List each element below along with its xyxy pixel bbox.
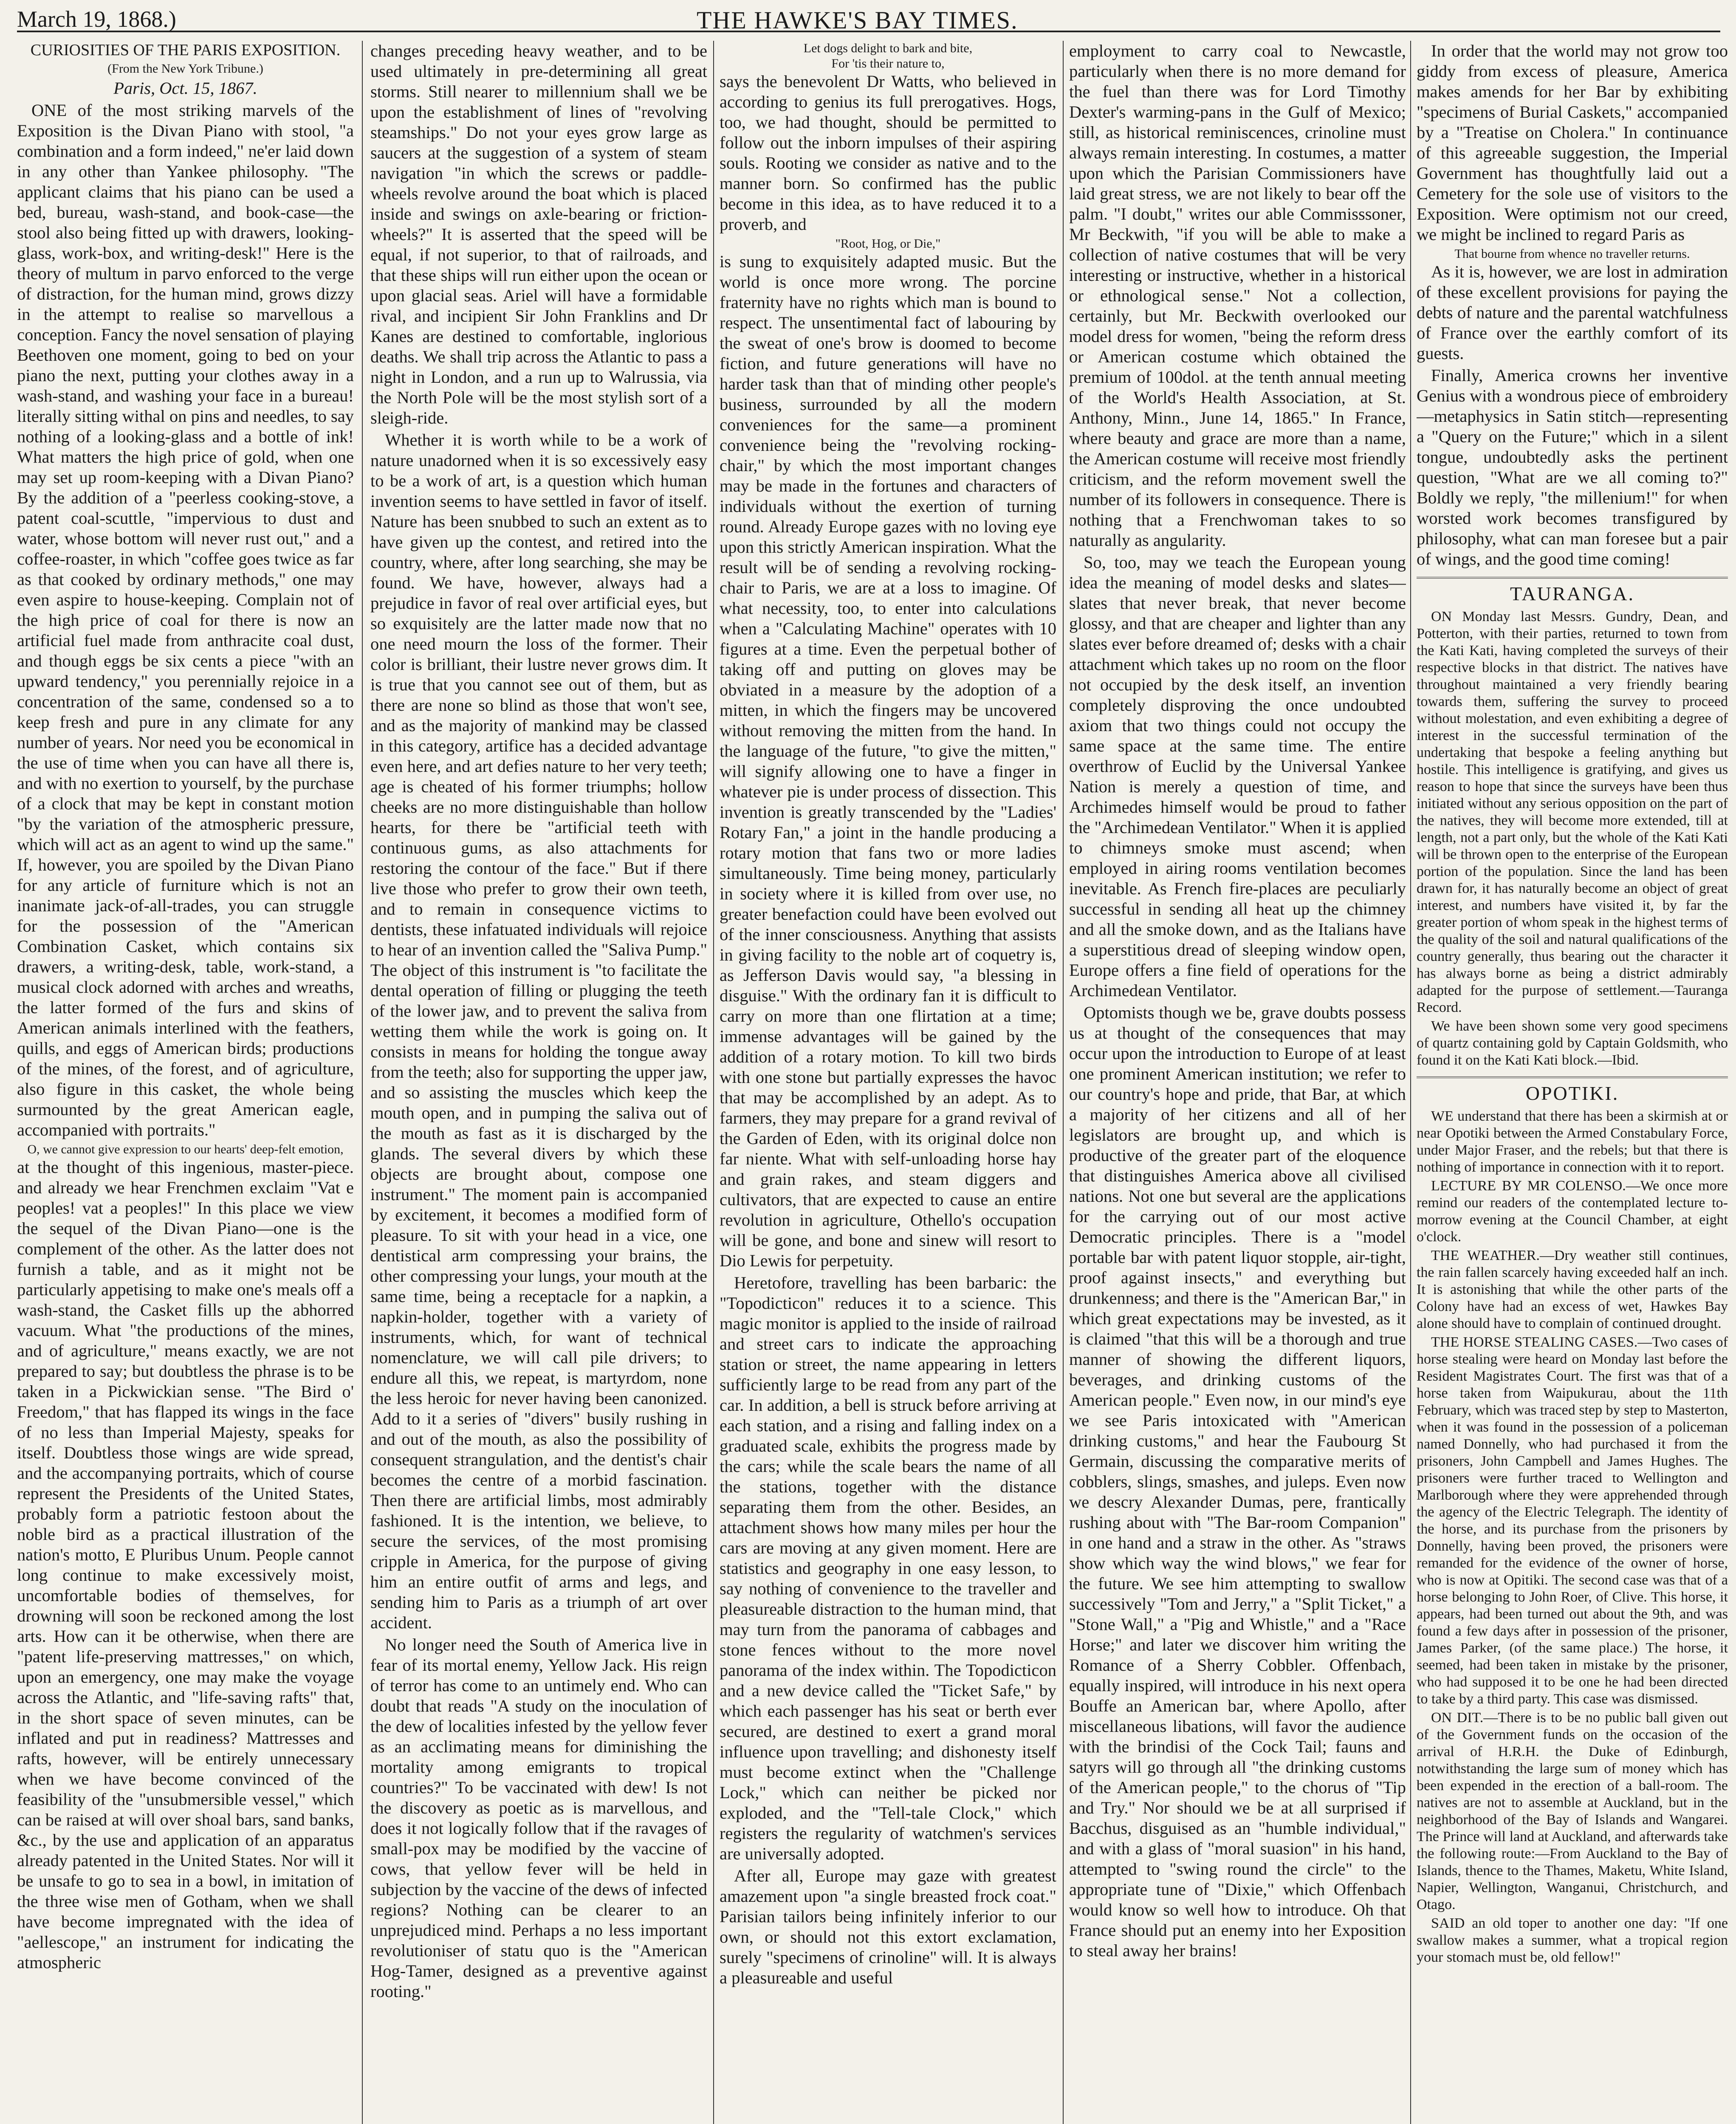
paragraph: Whether it is worth while to be a work of nature unadorned when it is so excessively easy to be a work of art, is a question which human invention seems to have settled in favor of itself. Nature has been snubbed to such an extent as to have given up the contest, and retired into the country, where, after long searching, she may be found. We have, however, always had a prejudice in favor of real over artificial eyes, but so exquisitely are the latter made now that no one need mourn the loss of the former. Their color is brilliant, their lustre never grows dim. It is true that you cannot see out of them, but as there are none so blind as those that won't see, and as the majority of mankind may be classed in this category, artifice has a decided advantage even here, and art defies nature to her very teeth; age is cheated of his former triumphs; hollow cheeks are no more distinguishable than hollow hearts, for there be "artificial teeth with continuous gums, as also attachments for restoring the contour of the face." But if there live those who prefer to grow their own teeth, and to remain in consequence victims to dentists, these infatuated individuals will rejoice to hear of an invention called the "Saliva Pump." The object of this instrument is "to facilitate the dental operation of filling or plugging the teeth of the lower jaw, and to prevent the saliva from wetting them while the work is going on. It consists in means for holding the tongue away from the teeth; also for supporting the upper jaw, and so assisting the muscles which keep the mouth open, and in pumping the saliva out of the mouth as fast as it is discharged by the glands. The several divers by which these objects are brought about, compose one instrument." The moment pain is accompanied by excitement, it becomes a modified form of pleasure. To sit with your head in a vice, one dentistical arm compressing your brains, the other compressing your lungs, your mouth at the same time, being a receptacle for a napkin, a napkin-holder, together with a variety of instruments, which, for want of technical nomenclature, we will call pile drivers; to endure all this, we repeat, is martyrdom, none the less heroic for never having been canonized. Add to it a series of "divers" busily rushing in and out of the mouth, as also the possibility of consequent strangulation, and the dentist's chair becomes the centre of a morbid fascination. Then there are artificial limbs, most admirably fashioned. It is the intention, we believe, to secure the services, of the most promising cripple in America, for the purpose of giving him an entire outfit of arms and legs, and sending him to Paris as a triumph of art over accident. [370, 430, 707, 1632]
column-rule [1063, 41, 1064, 2124]
section-heading-tauranga: TAURANGA. [1417, 577, 1728, 604]
section-heading-opotiki: OPOTIKI. [1417, 1076, 1728, 1104]
news-item: THE WEATHER.—Dry weather still continues, the rain fallen scarcely having exceeded half an inch. It is astonishing that while the other parts of the Colony have had an excess of wet, Hawkes Bay alone should have to complain of continued drought. [1417, 1248, 1728, 1331]
paragraph: Finally, America crowns her inventive Genius with a wondrous piece of embroidery—metaphysics in Satin stitch—representing a "Query on the Future;" which in a silent tongue, undoubtedly asks the pertinent question, "What are we all coming to?" Boldly we reply, "the millenium!" for when worsted work becomes transfigured by philosophy, what can man foresee but a pair of wings, and the good time coming! [1417, 366, 1728, 568]
paragraph: No longer need the South of America live in fear of its mortal enemy, Yellow Jack. His reign of terror has come to an untimely end. Who can doubt that reads "A study on the inoculation of the dew of localities infested by the yellow fever as an acclimating means for diminishing the mortality among emigrants to tropical countries?" To be vaccinated with dew! Is not the discovery as poetic as is marvellous, and does it not logically follow that if the ravages of small-pox may be modified by the vaccine of cows, that yellow fever will be held in subjection by the vaccine of the dews of infected regions? Nothing can be clearer to an unprejudiced mind. Perhaps a no less important revolutioniser of statu quo is the "American Hog-Tamer, designed as a preventive against rooting." [370, 1635, 707, 2001]
paragraph: In order that the world may not grow too giddy from excess of pleasure, America makes amends for her Bar by exhibiting "specimens of Burial Caskets," accompanied by a "Treatise on Cholera." In continuance of this agreeable suggestion, the Imperial Government has thoughtfully laid out a Cemetery for the sole use of visitors to the Exposition. Were optimism not our creed, we might be inclined to regard Paris as [1417, 41, 1728, 244]
opotiki-news [1417, 1108, 1728, 1966]
paragraph: is sung to exquisitely adapted music. But the world is once more wrong. The porcine fraternity have no rights which man is bound to respect. The unsentimental fact of labouring by the sweat of one's brow is doomed to become fiction, and future generations will have no harder task than that of minding other people's business, surrounded by all the modern conveniences for the same—a prominent convenience being the "revolving rocking-chair," by which the most important changes may be made in the fortunes and characters of individuals without the exertion of turning round. Already Europe gazes with no loving eye upon this strictly American inspiration. What the result will be of sending a revolving rocking-chair to Paris, we are at a loss to imagine. Of what necessity, too, to enter into calculations when a "Calculating Machine" operates with 10 figures at a time. Even the perpetual bother of taking off and putting on gloves may be obviated in a measure by the adoption of a mitten, in which the fingers may be uncovered without removing the mitten from the hand. In the language of the future, "to give the mitten," will signify allowing one to have a finger in whatever pie is under process of dissection. This invention is greatly transcended by the "Ladies' Rotary Fan," a joint in the handle producing a rotary motion that fans two or more ladies simultaneously. Time being money, particularly in society where it is killed from over use, no greater benefaction could have been evolved out of the inner consciousness. Anything that assists in giving facility to the noble art of coquetry is, as Jefferson Davis would say, "a blessing in disguise." With the ordinary fan it is difficult to carry on more than one flirtation at a time; immense advantages will be gained by the addition of a rotary motion. To kill two birds with one stone but partially expresses the havoc that may be accomplished by an adept. As to farmers, they may prepare for a grand revival of the Garden of Eden, with its original dolce non far niente. What with self-unloading horse hay and grain rakes, and steam diggers and cultivators, that are expected to cause an entire revolution in agriculture, Othello's occupation will be gone, and bone and sinew will resort to Dio Lewis for perpetuity. [720, 252, 1056, 1270]
article-source: (From the New York Tribune.) [107, 62, 263, 76]
paragraph: Optomists though we be, grave doubts possess us at thought of the consequences that may occur upon the introduction to Europe of at least one prominent American institution; we refer to our country's hope and pride, that Bar, at which a majority of her citizens and all of her legislators are brought up, and which is productive of the greater part of the eloquence that distinguishes America above all civilised nations. Not one but several are the applications for the carrying out of our most active Democratic principles. There is a "model portable bar with patent liquor stopple, air-tight, proof against insects," and everything but drunkenness; and there is the "American Bar," in which great expectations may be invested, as it is claimed "that this will be a thorough and true manner of showing the different liquors, beverages, and drinking customs of the American people." Even now, in our mind's eye we see Paris intoxicated with "American drinking customs," and hear the Faubourg St Germain, discussing the comparative merits of cobblers, slings, smashes, and juleps. Even now we descry Alexander Dumas, pere, frantically rushing about with "The Bar-room Companion" in one hand and a straw in the other. As "straws show which way the wind blows," we fear for the future. We see him attempting to swallow successively "Tom and Jerry," a "Split Ticket," a "Stone Wall," a "Pig and Whistle," and a "Race Horse;" and later we discover him writing the Romance of a Sherry Cobbler. Offenbach, equally inspired, will introduce in his next opera Bouffe an American bar, where Apollo, after miscellaneous libations, will favor the audience with the brindisi of the Cock Tail; fauns and satyrs will go through all "the drinking customs of the American people," to the chorus of "Tip and Try." Nor should we be at all surprised if Bacchus, disguised as an "humble individual," and with a glass of "moral suasion" in his hand, attempted to "swing round the circle" to the appropriate tune of "Dixie," which Offenbach would know so well how to introduce. Oh that France should put an enemy into her Exposition to steal away her brains! [1069, 1003, 1406, 1960]
news-item: SAID an old toper to another one day: "If one swallow makes a summer, what a tropical region your stomach must be, old fellow!" [1417, 1915, 1728, 1965]
paragraph: As it is, however, we are lost in admiration of these excellent provisions for paying the debts of nature and the parental watchfulness of France over the earthly comfort of its guests. [1417, 262, 1728, 363]
paragraph: at the thought of this ingenious, master-piece. and already we hear Frenchmen exclaim "Vat e peoples! vat a peoples!" In this place we view the sequel of the Divan Piano—one is the complement of the other. As the latter does not furnish a table, and as it might not be particularly appetising to make one's meals off a wash-stand, the Casket fills up the abhorred vacuum. What "the productions of the mines, and of agriculture," means exactly, we are not prepared to say; but doubtless the phrase is to be taken in a Pickwickian sense. "The Bird o' Freedom," that has flapped its wings in the face of no less than Imperial Majesty, speaks for itself. Doubtless those wings are wide spread, and the accompanying portraits, which of course represent the Presidents of the United States, probably form a patriotic festoon about the noble bird as a practical illustration of the nation's motto, E Pluribus Unum. People cannot long continue to make excessively moist, uncomfortable bodies of themselves, for drowning will soon be reckoned among the lost arts. How can it be otherwise, when there are "patent life-preserving mattresses," on which, upon an emergency, one may make the voyage across the Atlantic, and "life-saving rafts" that, in the short space of seven minutes, can be inflated and put in readiness? Mattresses and rafts, however, will be entirely unnecessary when we have become convinced of the feasibility of the "unsubmersible vessel," which can be raised at will over shoal bars, sand banks, &c., by the use and application of an apparatus already patented in the United States. Nor will it be unsafe to go to sea in a bowl, in imitation of the three wise men of Gotham, when we shall have become impregnated with the idea of "aellescope," an instrument for indicating the atmospheric [17, 1158, 354, 1972]
paragraph: ONE of the most striking marvels of the Exposition is the Divan Piano with stool, "a combination and a form indeed," ne'er laid down in any other than Yankee philosophy. "The applicant claims that his piano can be used a bed, bureau, wash-stand, and book-case—the stool also being fitted up with drawers, looking-glass, work-box, and writing-desk!" Here is the theory of multum in parvo enforced to the verge of distraction, for the human mind, grows dizzy in the attempt to realise so marvellous a conception. Fancy the novel sensation of playing Beethoven one moment, going to bed on your piano the next, putting your clothes away in a wash-stand, and washing your face in a bureau! literally sitting withal on pins and needles, to say nothing of a looking-glass and a bottle of ink! What matters the high price of gold, when one may set up room-keeping with a Divan Piano? By the addition of a "peerless cooking-stove, a patent coal-scuttle, "impervious to dust and water, whose bottom will never rust out," and a coffee-roaster, in which "coffee goes twice as far as that cooked by ordinary methods," one may even aspire to house-keeping. Complain not of the high price of coal for there is now an artificial fuel made from anthracite coal dust, and though eggs be six cents a piece "with an upward tendency," you perennially rejoice in a concentration of the same, condensed so a to keep fresh and pure in any climate for any number of years. Nor need you be economical in the use of time when you can have all there is, and with no exertion to yourself, by the purchase of a clock that may be kept in constant motion "by the variation of the atmospheric pressure, which will act as an agent to wind up the same." If, however, you are spoiled by the Divan Piano for any article of furniture which is not an inanimate jack-of-all-trades, you can struggle for the possession of the "American Combination Casket, which contains six drawers, a writing-desk, table, work-stand, a musical clock adorned with arches and wreaths, the latter formed of the furs and skins of American animals interlined with the feathers, quills, and eggs of American birds; productions of the mines, of the forest, and of agriculture, also figure in this casket, the whole being surmounted by the great American eagle, accompanied with portraits." [17, 101, 354, 1139]
quoted-verse: Let dogs delight to bark and bite, [803, 41, 973, 55]
news-item: ON Monday last Messrs. Gundry, Dean, and Potterton, with their parties, returned to town from the Kati Kati, having completed the surveys of their respective blocks in that district. The natives have throughout maintained a very friendly bearing towards them, suffering the survey to proceed without molestation, and even exhibiting a degree of interest in the successful termination of the undertaking that bespoke a feeling anything but hostile. This intelligence is gratifying, and gives us reason to hope that since the surveys have been thus initiated without any serious opposition on the part of the natives, they will become more extended, till at length, not a part only, but the whole of the Kati Kati will be thrown open to the enterprise of the European portion of the population. Since the land has been drawn for, it has naturally become an object of great interest, and numbers have visited it, by far the greater portion of whom speak in the highest terms of the quality of the soil and natural qualifications of the country generally, thus bearing out the character it has always borne as being a district admirably adapted for the purpose of settlement.—Tauranga Record. [1417, 609, 1728, 1015]
quoted-verse: O, we cannot give expression to our hearts' deep-felt emotion, [27, 1142, 344, 1156]
quoted-verse: For 'tis their nature to, [831, 56, 945, 71]
article-dateline: Paris, Oct. 15, 1867. [113, 79, 257, 98]
quoted-verse: "Root, Hog, or Die," [835, 237, 941, 251]
paragraph: After all, Europe may gaze with greatest amazement upon "a single breasted frock coat." Parisian tailors being infinitely inferior to our own, or should not this extort exclamation, surely "specimens of crinoline" will. It is always a pleasureable and useful [720, 1866, 1056, 1987]
news-item: WE understand that there has been a skirmish at or near Opotiki between the Armed Constabulary Force, under Major Fraser, and the rebels; but that there is nothing of importance in connection with it to report. [1417, 1108, 1728, 1175]
quoted-verse: That bourne from whence no traveller returns. [1454, 247, 1690, 261]
newspaper-title: THE HAWKE'S BAY TIMES. [697, 6, 1018, 34]
news-item: THE HORSE STEALING CASES.—Two cases of horse stealing were heard on Monday last before the Resident Magistrates Court. The first was that of a horse taken from Waipukurau, about the 11th February, which was traced step by step to Masterton, when it was found in the possession of a policeman named Donnelly, who had purchased it from the prisoners, John Campbell and James Hughes. The prisoners were further traced to Wellington and Marlborough where they were apprehended through the agency of the Electric Telegraph. The identity of the horse, and its purchase from the prisoners by Donnelly, having been proved, the prisoners were remanded for the evidence of the owner of horse, who is now at Opitiki. The second case was that of a horse belonging to John Roer, of Clive. This horse, it appears, had been turned out about the 9th, and was found a few days after in possession of the prisoner, James Parker, (of the same place.) The horse, it seemed, had been taken in mistake by the prisoner, who had supposed it to be one he had been directed to take by a third party. This case was dismissed. [1417, 1334, 1728, 1707]
column-rule [713, 41, 714, 2124]
news-item: We have been shown some very good specimens of quartz containing gold by Captain Goldsmith, who found it on the Kati Kati block.—Ibid. [1417, 1018, 1728, 1068]
issue-date: March 19, 1868.) [17, 6, 176, 32]
paragraph: says the benevolent Dr Watts, who believed in according to genius its full prerogatives. Hogs, too, we had thought, should be permitted to follow out the inborn impulses of their aspiring souls. Rooting we consider as native and to the manner born. So confirmed has the public become in this idea, as to have reduced it to a proverb, and [720, 72, 1056, 234]
column-2 [370, 41, 707, 2124]
paragraph: employment to carry coal to Newcastle, particularly when there is no more demand for the fuel than there was for Lord Timothy Dexter's warming-pans in the Gulf of Mexico; still, as historical reminiscences, crinoline must always remain interesting. In costumes, a matter upon which the Parisian Commissioners have laid great stress, we are not likely to bear off the palm. "I doubt," writes our able Commisssoner, Mr Beckwith, "if you will be able to make a collection of native costumes that will be very interesting or instructive, whether in a historical or ethnological sense." Not a collection, certainly, but Mr. Beckwith overlooked our model dress for women, "being the reform dress or American costume which obtained the premium of 100dol. at the tenth annual meeting of the World's Health Association, at St. Anthony, Minn., June 14, 1865." In France, where beauty and grace are more than a name, the American costume will receive most friendly criticism, and the reform movement swell the number of its followers in consequence. There is nothing that a Frenchwoman takes to so naturally as angularity. [1069, 41, 1406, 550]
masthead [17, 6, 1720, 32]
column-1 [17, 41, 354, 2124]
column-rule [1410, 41, 1411, 2124]
column-4 [1069, 41, 1406, 2124]
column-5 [1417, 41, 1728, 2124]
news-item: ON DIT.—There is to be no public ball given out of the Government funds on the occasion of the arrival of H.R.H. the Duke of Edinburgh, notwithstanding the large sum of money which has been expended in the erection of a ball-room. The natives are not to assemble at Auckland, but in the neighborhood of the Bay of Islands and Wangarei. The Prince will land at Auckland, and afterwards take the following route:—From Auckland to the Bay of Islands, thence to the Thames, Maketu, White Island, Napier, Wellington, Wanganui, Christchurch, and Otago. [1417, 1710, 1728, 1912]
tauranga-news [1417, 608, 1728, 1069]
column-rule [362, 41, 363, 2124]
paragraph: So, too, may we teach the European young idea the meaning of model desks and slates—slates that never break, that never become glossy, and that are cheaper and lighter than any slates ever before dreamed of; desks with a chair attachment which takes up no room on the floor not occupied by the desk itself, an invention completely disproving the once undoubted axiom that two things could not occupy the same space at the same time. The entire overthrow of Euclid by the Universal Yankee Nation is merely a question of time, and Archimedes himself would be proud to father the "Archimedean Ventilator." When it is applied to chimneys smoke must ascend; when employed in airing rooms ventilation becomes inevitable. As French fire-places are peculiarly successful in sending all heat up the chimney and all the smoke down, and as the Italians have a superstitious dread of sleeping window open, Europe offers a fine field of operations for the Archimedean Ventilator. [1069, 553, 1406, 1000]
column-3 [720, 41, 1056, 2124]
news-item: LECTURE BY MR COLENSO.—We once more remind our readers of the contemplated lecture to-morrow evening at the Council Chamber, at eight o'clock. [1417, 1178, 1728, 1245]
article-heading: CURIOSITIES OF THE PARIS EXPOSITION. [30, 41, 341, 59]
paragraph: Heretofore, travelling has been barbaric: the "Topodicticon" reduces it to a science. This magic monitor is applied to the inside of railroad and street cars to indicate the approaching station or street, the name appearing in letters sufficiently large to be read from any part of the car. In addition, a bell is struck before arriving at each station, and a rising and falling index on a graduated scale, exhibits the progress made by the cars; while the scale bears the name of all the stations, together with the distance separating them from the other. Besides, an attachment shows how many miles per hour the cars are moving at any given moment. Here are statistics and geography in one easy lesson, to say nothing of convenience to the traveller and pleasureable distraction to the human mind, that may turn from the panorama of cabbages and stone fences without to the more novel panorama of the index within. The Topodicticon and a new device called the "Ticket Safe," by which each passenger has his seat or berth ever secured, are destined to exert a grand moral influence upon travelling; and dishonesty itself must become extinct when the "Challenge Lock," which can neither be picked nor exploded, and the "Tell-tale Clock," which registers the regularity of watchmen's services are universally adopted. [720, 1273, 1056, 1863]
paragraph: changes preceding heavy weather, and to be used ultimately in pre-determining all great storms. Still nearer to millennium shall we be upon the establishment of lines of "revolving steamships." Do not your eyes grow large as saucers at the suggestion of a system of steam navigation "in which the screws or paddle-wheels revolve around the boat which is placed inside and swings on axle-bearing or friction-wheels?" It is asserted that the speed will be equal, if not superior, to that of railroads, and that these ships will run either upon the ocean or upon glacial seas. Ariel will have a formidable rival, and incipient Sir John Franklins and Dr Kanes are destined to comfortable, inglorious deaths. We shall trip across the Atlantic to pass a night in London, and a run up to Walrussia, via the North Pole will be the most stylish sort of a sleigh-ride. [370, 41, 707, 427]
